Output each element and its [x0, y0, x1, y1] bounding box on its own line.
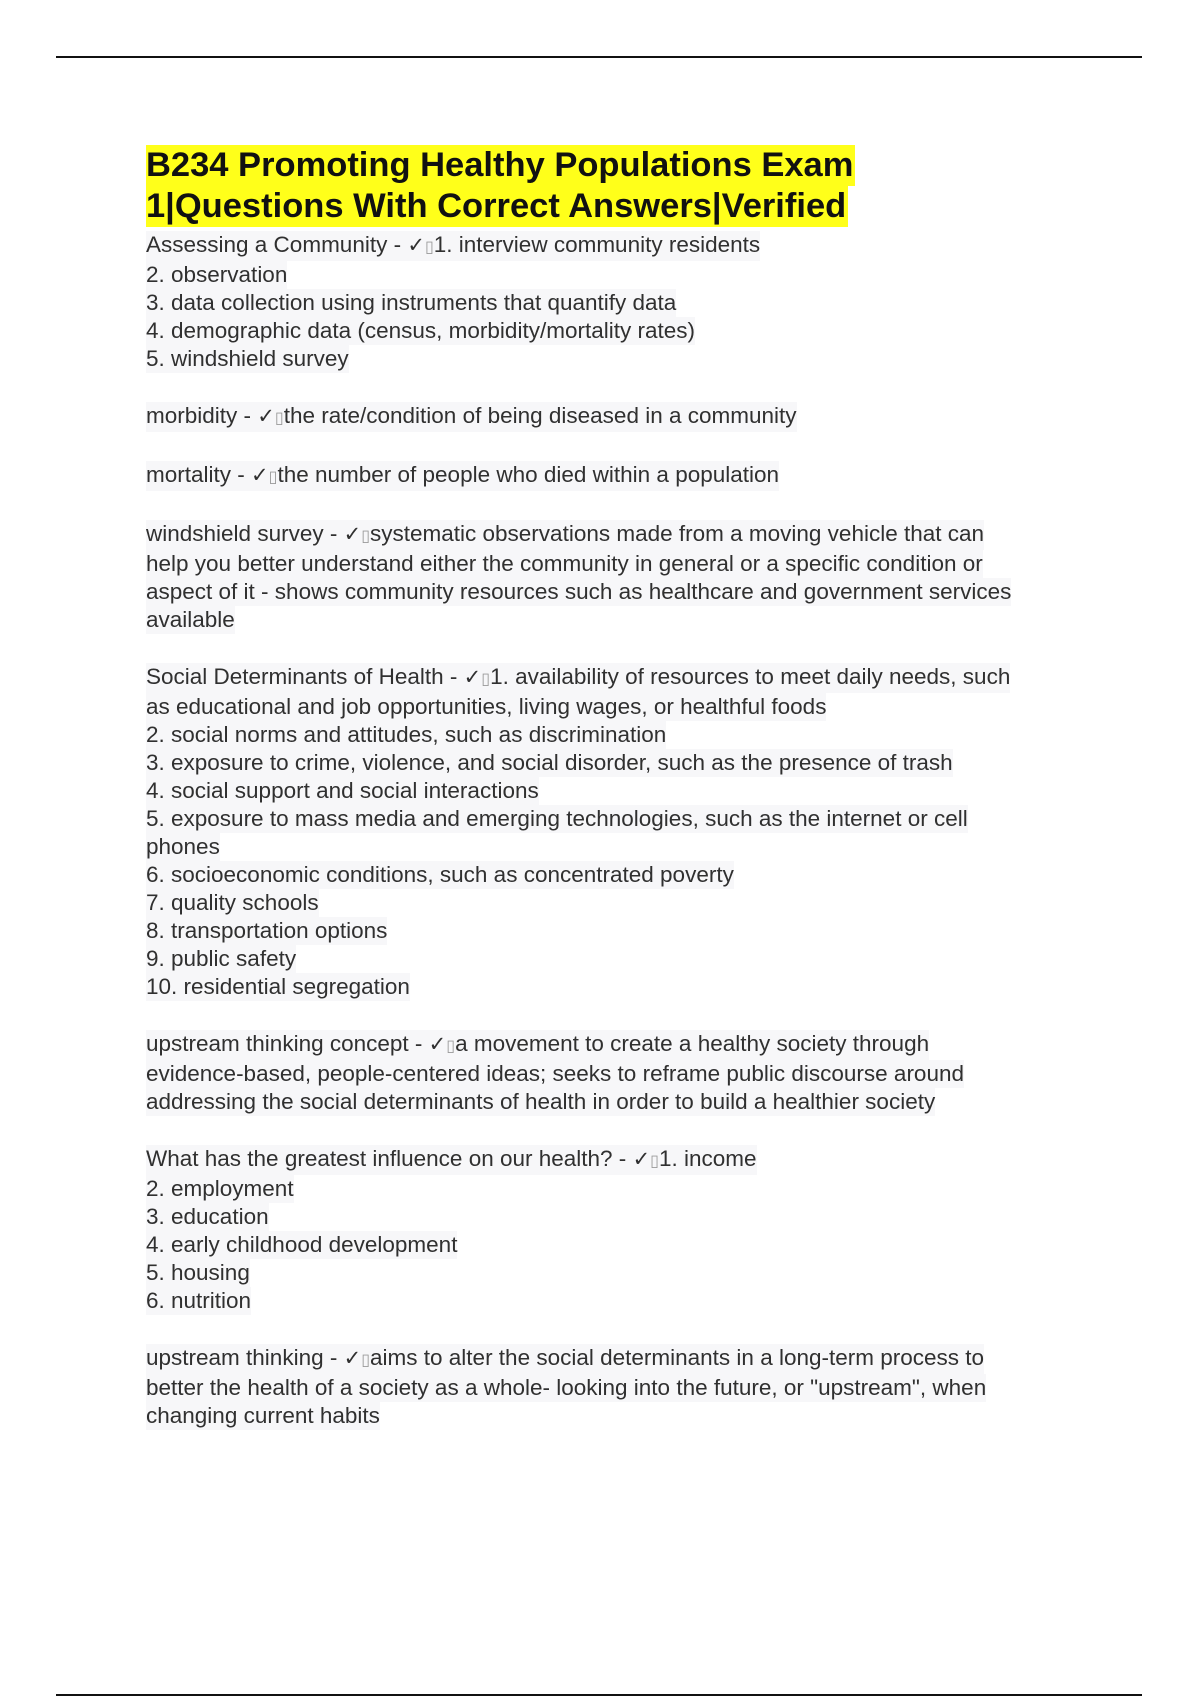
check-icon: ✓	[463, 665, 482, 689]
answer-line	[146, 1203, 269, 1231]
box-icon: ▯	[446, 1036, 456, 1055]
check-icon: ✓	[257, 404, 275, 428]
answer-line	[146, 289, 676, 317]
qa-first-line	[146, 461, 779, 491]
answer-line	[146, 805, 968, 833]
question-term: windshield survey -	[146, 521, 344, 546]
answer-line	[146, 317, 695, 345]
check-icon: ✓	[428, 1032, 447, 1056]
qa-item	[146, 402, 1086, 432]
answer-text: 10. residential segregation	[146, 974, 410, 999]
answer-text: 6. socioeconomic conditions, such as concentrated poverty	[146, 862, 734, 887]
answer-line	[146, 1374, 986, 1402]
qa-item	[146, 663, 1086, 1001]
check-icon: ✓	[407, 233, 425, 257]
answer-text: addressing the social determinants of health in order to build a healthier society	[146, 1089, 936, 1114]
answer-text: 5. windshield survey	[146, 346, 349, 371]
box-icon: ▯	[274, 408, 284, 427]
qa-first-line	[146, 663, 1010, 693]
box-icon: ▯	[361, 1350, 371, 1369]
answer-line	[146, 550, 983, 578]
answer-text: 5. housing	[146, 1260, 250, 1285]
answer-text: 5. exposure to mass media and emerging technologies, such as the internet or cell	[146, 806, 968, 831]
answer-text: 1. interview community residents	[433, 232, 761, 257]
qa-item	[146, 520, 1086, 634]
answer-text: 2. observation	[146, 262, 288, 287]
answer-line	[146, 606, 235, 634]
qa-item	[146, 231, 1086, 373]
qa-item	[146, 461, 1086, 491]
answer-line	[146, 1088, 935, 1116]
qa-first-line	[146, 520, 984, 550]
answer-text: systematic observations made from a moving vehicle that can	[370, 521, 985, 546]
qa-list	[146, 231, 1086, 1430]
question-term: morbidity -	[146, 403, 258, 428]
qa-first-line	[146, 231, 760, 261]
qa-item	[146, 1030, 1086, 1116]
qa-item	[146, 1145, 1086, 1315]
answer-line	[146, 861, 734, 889]
answer-text: 3. exposure to crime, violence, and social disorder, such as the presence of trash	[146, 750, 953, 775]
answer-text: 1. availability of resources to meet daily needs, such	[490, 664, 1011, 689]
answer-text: better the health of a society as a whole- looking into the future, or "upstream", when	[146, 1375, 987, 1400]
answer-line	[146, 1231, 457, 1259]
answer-text: phones	[146, 834, 220, 859]
answer-line	[146, 833, 220, 861]
box-icon: ▯	[424, 237, 434, 256]
answer-text: evidence-based, people-centered ideas; seeks to reframe public discourse around	[146, 1061, 964, 1086]
answer-text: 9. public safety	[146, 946, 297, 971]
answer-line	[146, 578, 1011, 606]
qa-first-line	[146, 402, 797, 432]
qa-first-line	[146, 1344, 984, 1374]
answer-text: 4. demographic data (census, morbidity/mortality rates)	[146, 318, 695, 343]
qa-first-line	[146, 1030, 929, 1060]
document-body	[146, 145, 1086, 1459]
title-line: 1|Questions With Correct Answers|Verified	[146, 187, 847, 225]
answer-text: 1. income	[658, 1146, 757, 1171]
question-term: Assessing a Community -	[146, 232, 408, 257]
answer-line	[146, 261, 287, 289]
answer-text: the number of people who died within a population	[277, 462, 780, 487]
check-icon: ✓	[343, 522, 362, 546]
answer-text: 4. early childhood development	[146, 1232, 458, 1257]
answer-text: aspect of it - shows community resources such as healthcare and government services	[146, 579, 1012, 604]
answer-line	[146, 721, 666, 749]
answer-text: a movement to create a healthy society through	[455, 1031, 930, 1056]
answer-line	[146, 1287, 251, 1315]
bottom-rule	[56, 1694, 1142, 1696]
box-icon: ▯	[361, 526, 370, 545]
qa-item	[146, 1344, 1086, 1430]
question-term: upstream thinking concept -	[146, 1031, 429, 1056]
question-term: What has the greatest influence on our health? -	[146, 1146, 633, 1171]
question-term: Social Determinants of Health -	[146, 664, 464, 689]
document-title	[146, 145, 1086, 227]
answer-text: as educational and job opportunities, living wages, or healthful foods	[146, 694, 827, 719]
check-icon: ✓	[251, 463, 269, 487]
title-line: B234 Promoting Healthy Populations Exam	[146, 146, 854, 184]
check-icon: ✓	[632, 1147, 651, 1171]
answer-line	[146, 1402, 380, 1430]
answer-line	[146, 945, 296, 973]
box-icon: ▯	[481, 669, 491, 688]
answer-line	[146, 1259, 250, 1287]
answer-line	[146, 693, 826, 721]
answer-text: available	[146, 607, 235, 632]
answer-line	[146, 973, 410, 1001]
answer-line	[146, 777, 539, 805]
answer-text: aims to alter the social determinants in a long-term process to	[370, 1345, 985, 1370]
answer-text: changing current habits	[146, 1403, 380, 1428]
answer-line	[146, 749, 953, 777]
answer-text: 2. social norms and attitudes, such as discrimination	[146, 722, 667, 747]
answer-text: help you better understand either the community in general or a specific condition or	[146, 551, 983, 576]
answer-text: 3. education	[146, 1204, 269, 1229]
question-term: mortality -	[146, 462, 252, 487]
answer-text: the rate/condition of being diseased in a community	[283, 403, 797, 428]
answer-text: 7. quality schools	[146, 890, 319, 915]
box-icon: ▯	[650, 1151, 659, 1170]
top-rule	[56, 56, 1142, 58]
answer-text: 4. social support and social interactions	[146, 778, 539, 803]
answer-text: 8. transportation options	[146, 918, 388, 943]
question-term: upstream thinking -	[146, 1345, 344, 1370]
answer-line	[146, 889, 319, 917]
answer-text: 6. nutrition	[146, 1288, 252, 1313]
box-icon: ▯	[268, 467, 278, 486]
check-icon: ✓	[343, 1346, 362, 1370]
answer-line	[146, 1060, 964, 1088]
qa-first-line	[146, 1145, 757, 1175]
answer-text: 2. employment	[146, 1176, 294, 1201]
answer-line	[146, 1175, 294, 1203]
answer-line	[146, 345, 349, 373]
answer-text: 3. data collection using instruments that quantify data	[146, 290, 677, 315]
answer-line	[146, 917, 387, 945]
